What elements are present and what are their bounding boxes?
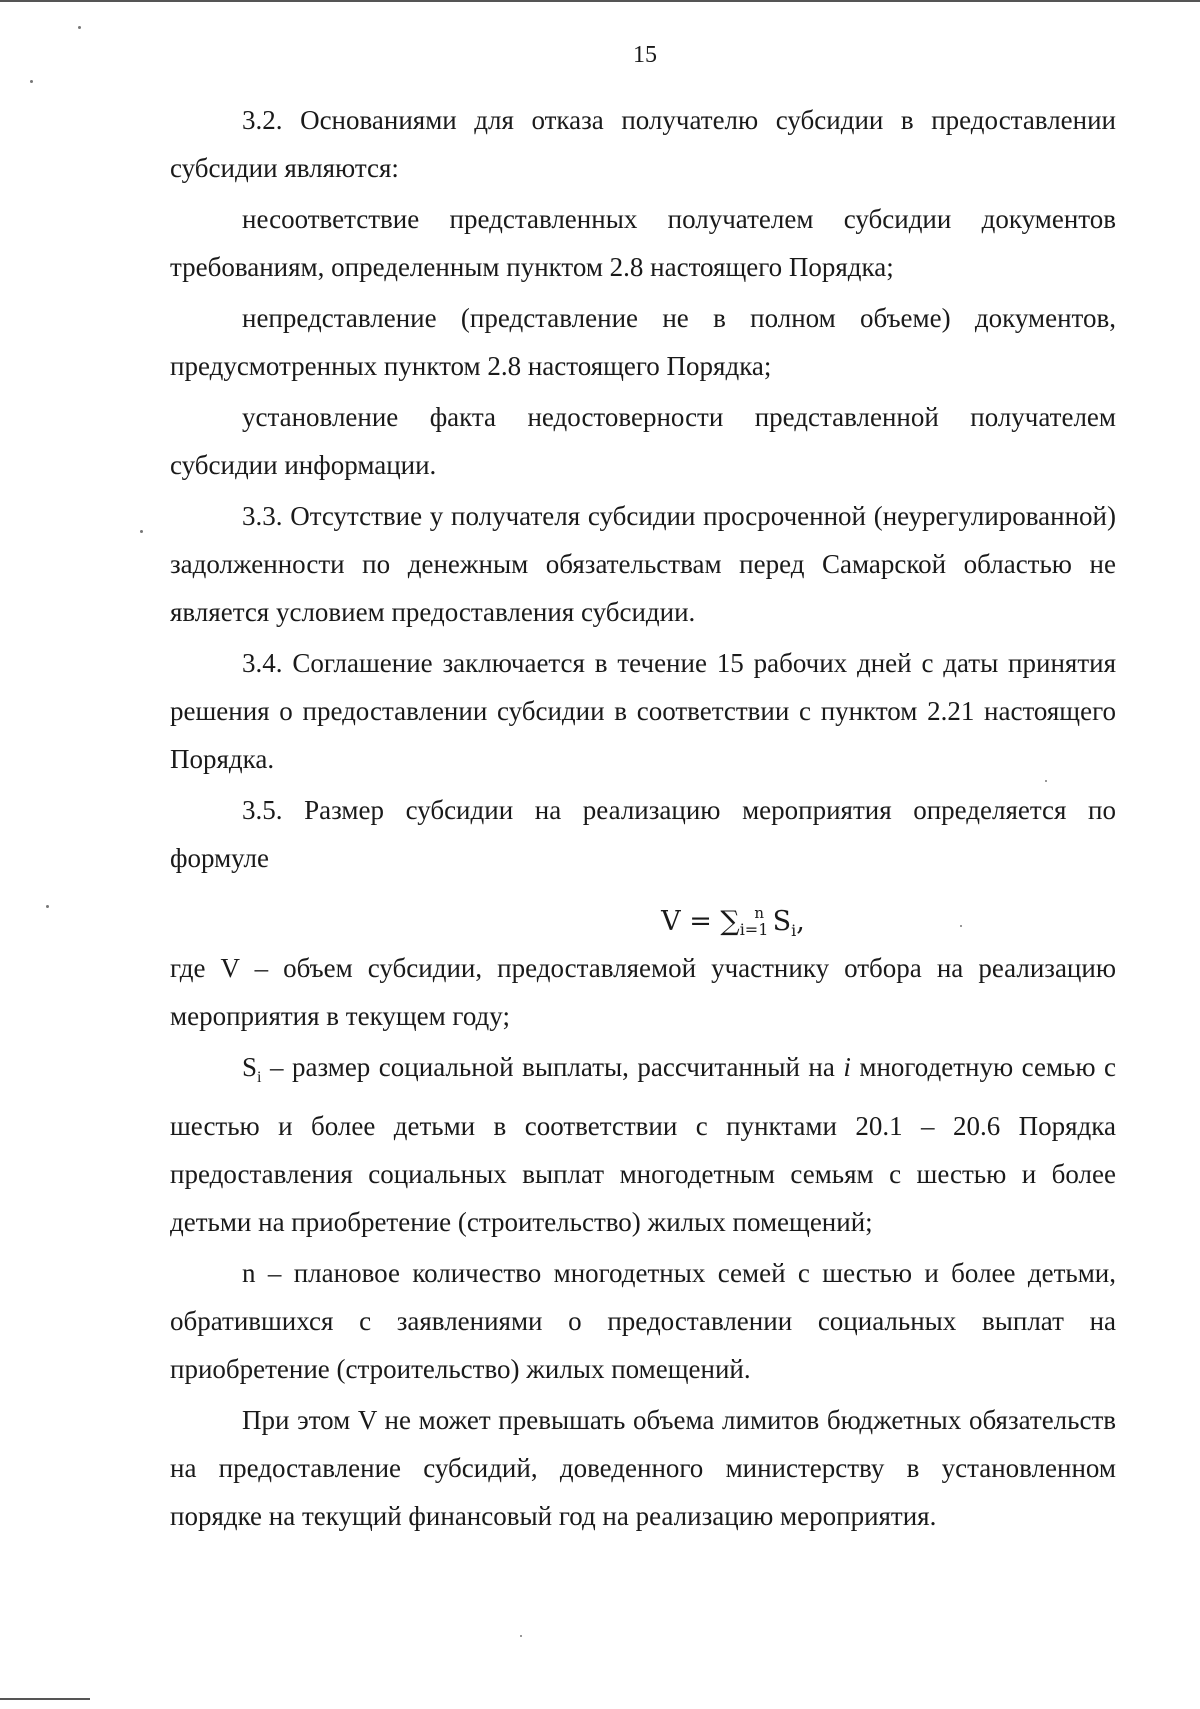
formula-sigma: ∑	[720, 906, 740, 937]
formula-sigma-upper: n	[754, 904, 765, 922]
formula-tail: ,	[796, 906, 805, 937]
paragraph-3-3: 3.3. Отсутствие у получателя субсидии просроченной (неурегулированной) задолженности по денежным обязательствам перед Самарской областью не является условием предоставления субсидии.	[170, 501, 1116, 627]
scan-speck	[1045, 780, 1047, 782]
page-number: 15	[633, 42, 657, 68]
si-subscript: i	[257, 1069, 262, 1086]
formula-sigma-lower: i=1	[739, 920, 769, 939]
document-body	[170, 96, 1116, 1540]
paragraph-3-2: 3.2. Основаниями для отказа получателю субсидии в предоставлении субсидии являются:	[170, 105, 1116, 183]
formula-term-subscript: i	[791, 921, 797, 940]
scan-speck	[30, 80, 33, 83]
paragraph-3-4: 3.4. Соглашение заключается в течение 15 рабочих дней с даты принятия решения о предоставлении субсидии в соответствии с пунктом 2.21 настоящего Порядка.	[170, 648, 1116, 774]
paragraph-item-false-information: установление факта недостоверности представленной получателем субсидии информации.	[170, 402, 1116, 480]
si-italic-i: i	[843, 1052, 851, 1082]
si-text-b: многодетную семью с шестью и более детьми в соответствии с пунктами 20.1 – 20.6 Порядка предоставления социальных выплат многодетным семьям с шестью и более детьми на приобретение (строительство) жилых помещений;	[170, 1052, 1116, 1237]
top-border-line	[0, 0, 1200, 2]
paragraph-definition-v: где V – объем субсидии, предоставляемой участнику отбора на реализацию мероприятия в текущем году;	[170, 953, 1116, 1031]
paragraph-item-non-submission: непредставление (представление не в полном объеме) документов, предусмотренных пунктом 2.8 настоящего Порядка;	[170, 303, 1116, 381]
formula-lhs: V =	[661, 906, 721, 937]
scan-speck	[46, 905, 49, 908]
paragraph-item-discrepancy: несоответствие представленных получателем субсидии документов требованиям, определенным пунктом 2.8 настоящего Порядка;	[170, 204, 1116, 282]
scan-speck	[520, 1635, 522, 1637]
paragraph-limit: При этом V не может превышать объема лимитов бюджетных обязательств на предоставление субсидий, доведенного министерству в установленном порядке на текущий финансовый год на реализацию мероприятия.	[170, 1405, 1116, 1531]
bottom-border-line	[0, 1698, 90, 1700]
paragraph-3-5: 3.5. Размер субсидии на реализацию мероприятия определяется по формуле	[170, 795, 1116, 873]
si-text-a: – размер социальной выплаты, рассчитанный на	[261, 1052, 844, 1082]
paragraph-definition-n: n – плановое количество многодетных семей с шестью и более детьми, обратившихся с заявлениями о предоставлении социальных выплат на приобретение (строительство) жилых помещений.	[170, 1258, 1116, 1384]
subsidy-formula	[170, 882, 1116, 944]
scan-speck	[960, 925, 962, 927]
paragraph-definition-si	[170, 1043, 1116, 1246]
scan-speck	[78, 26, 81, 29]
si-symbol: S	[242, 1052, 258, 1082]
scan-speck	[140, 530, 143, 533]
formula-term: S	[764, 906, 792, 937]
